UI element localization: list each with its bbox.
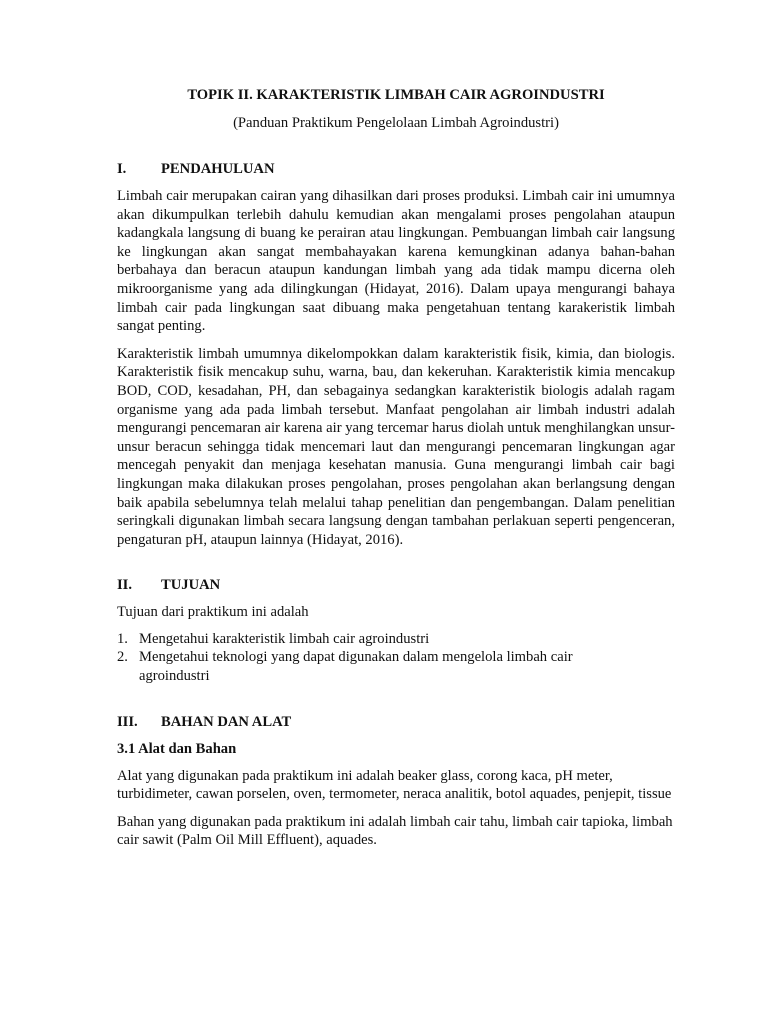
materials-paragraph: Bahan yang digunakan pada praktikum ini adalah limbah cair tahu, limbah cair tapioka, limbah cair sawit (Palm Oil Mill Effluent), aquades. <box>117 813 673 849</box>
document-subtitle: (Panduan Praktikum Pengelolaan Limbah Agroindustri) <box>233 115 559 131</box>
section-title: BAHAN DAN ALAT <box>161 713 292 730</box>
document-title: TOPIK II. KARAKTERISTIK LIMBAH CAIR AGROINDUSTRI <box>187 87 605 103</box>
section-heading-goals <box>117 576 675 594</box>
section-title: TUJUAN <box>161 577 221 594</box>
list-item <box>117 648 675 685</box>
list-item <box>117 630 675 649</box>
list-number: 1. <box>117 630 128 647</box>
goals-intro: Tujuan dari praktikum ini adalah <box>117 604 309 621</box>
list-text: Mengetahui teknologi yang dapat digunakan dalam mengelola limbah cair agroindustri <box>139 649 573 685</box>
intro-paragraph-2: Karakteristik limbah umumnya dikelompokkan dalam karakteristik fisik, kimia, dan biologis. Karakteristik fisik mencakup suhu, warna, bau, dan kekeruhan. Karakteristik kimia mencakup BOD, COD, kesadahan, PH, dan sebagainya sedangkan karakteristik biologis adalah ragam organisme yang ada pada limbah tersebut. Manfaat pengolahan air limbah industri adalah mengurangi pencemaran air karena air yang tercemar harus diolah untuk menghilangkan unsur-unsur beracun sehingga tidak mencemari laut dan mengurangi pencemaran lingkungan agar mencegah penyakit dan menjaga kesehatan manusia. Guna mengurangi limbah cair bagi lingkungan maka dilakukan proses pengolahan, proses pengolahan akan berlangsung dengan baik apabila sebelumnya telah melalui tahap penelitian dan pengembangan. Dalam penelitian seringkali digunakan limbah secara langsung dengan tambahan perlakuan seperti pengenceran, pengaturan pH, ataupun lainnya (Hidayat, 2016). <box>117 345 675 548</box>
section-heading-materials <box>117 713 675 731</box>
intro-paragraph-1: Limbah cair merupakan cairan yang dihasilkan dari proses produksi. Limbah cair ini umumnya akan dikumpulkan terlebih dahulu kemudian akan mengalami proses pengolahan ataupun kadangkala langsung di buang ke perairan atau lingkungan. Pembuangan limbah cair langsung ke lingkungan akan sangat membahayakan karena kemungkinan adanya bahan-bahan berbahaya dan beracun ataupun kandungan limbah yang ada tidak mampu dicerna oleh mikroorganisme yang ada dilingkungan (Hidayat, 2016). Dalam upaya mengurangi bahaya limbah cair pada lingkungan saat dibuang maka pengetahuan tentang karakeristik limbah sangat penting. <box>117 188 675 335</box>
section-heading-intro <box>117 160 675 178</box>
subsection-title: 3.1 Alat dan Bahan <box>117 740 237 757</box>
section-number: I. <box>117 161 127 177</box>
list-text: Mengetahui karakteristik limbah cair agroindustri <box>139 630 430 647</box>
section-title: PENDAHULUAN <box>161 161 275 177</box>
goals-list <box>117 630 675 686</box>
tools-paragraph: Alat yang digunakan pada praktikum ini adalah beaker glass, corong kaca, pH meter, turbidimeter, cawan porselen, oven, termometer, neraca analitik, botol aquades, penjepit, tissue <box>117 767 672 803</box>
section-number: III. <box>117 713 138 730</box>
list-number: 2. <box>117 649 128 666</box>
document-page <box>117 86 675 850</box>
section-number: II. <box>117 577 133 594</box>
